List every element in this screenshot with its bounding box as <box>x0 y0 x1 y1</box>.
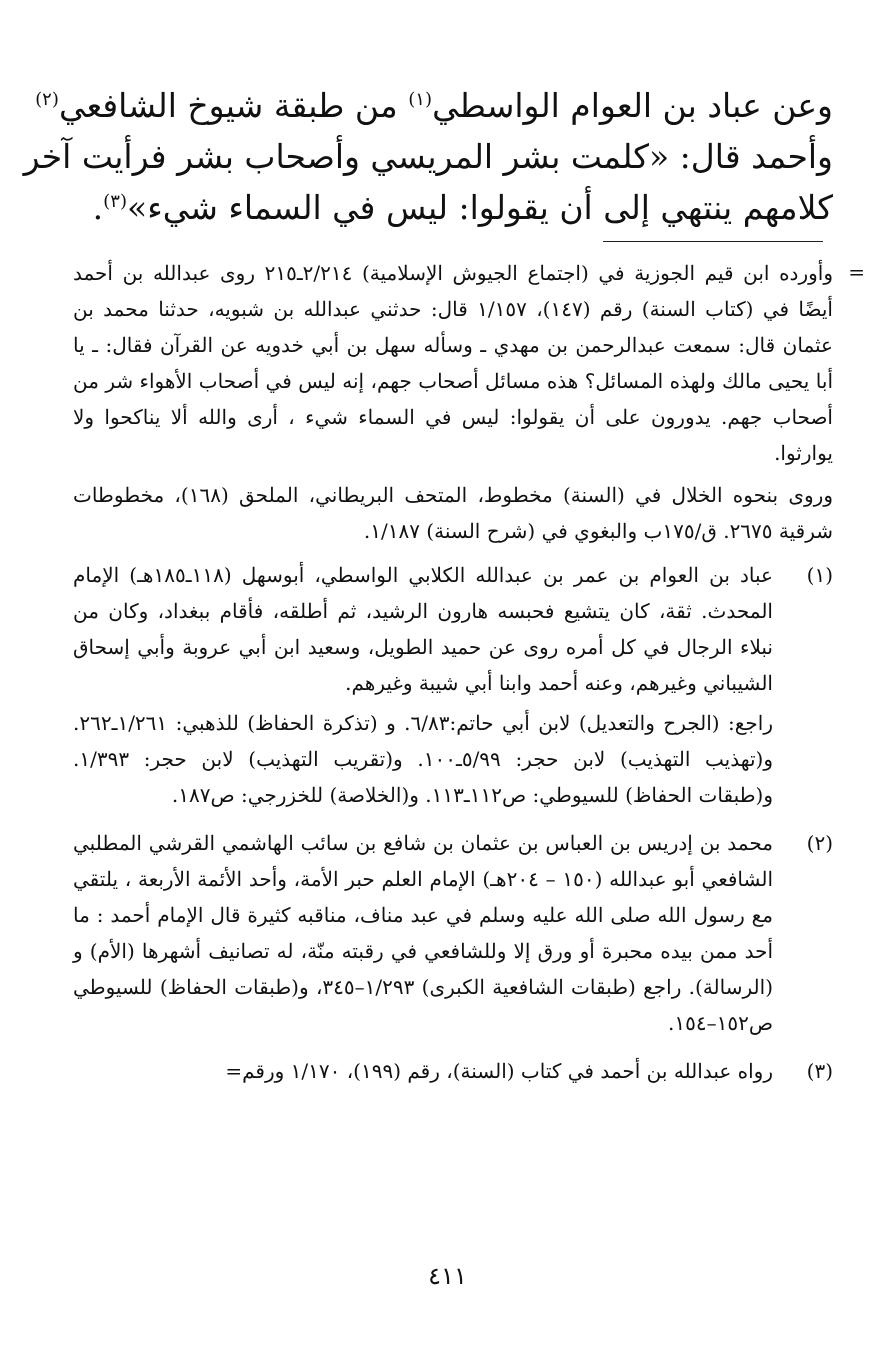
page-number: ٤١١ <box>428 1262 467 1290</box>
footnote-body <box>73 1053 785 1093</box>
main-text <box>23 80 833 233</box>
main-line: وعن عباد بن العوام الواسطي$^{(١)}$ من طبقة شيوخ الشافعي$^{(٢)}$ <box>35 86 833 125</box>
footnote-paragraph: محمد بن إدريس بن العباس بن عثمان بن شافع بن سائب الهاشمي القرشي المطلبي الشافعي أبو عبدالله (١٥٠ – ٢٠٤هـ) الإمام العلم حبر الأمة، وأحد الأئمة الأربعة ، يلتقي مع رسول الله صلى الله عليه وسلم في عبد مناف، مناقبه كثيرة قال الإمام أحمد : ما أحد ممن بيده محبرة أو ورق إلا وللشافعي في رقبته منّة، له تصانيف أشهرها (الأم) و (الرسالة). راجع (طبقات الشافعية الكبرى) ١/٢٩٣–٣٤٥، و(طبقات الحفاظ) للسيوطي ص١٥٢–١٥٤. <box>73 831 774 1035</box>
footnote-number: (٢) <box>806 831 833 855</box>
continuation-marker: = <box>848 260 865 284</box>
footnote-1 <box>73 557 833 817</box>
footnote-paragraph: عباد بن العوام بن عمر بن عبدالله الكلابي الواسطي، أبوسهل (١١٨ـ١٨٥هـ) الإمام المحدث. ثقة، كان يتشيع فحبسه هارون الرشيد، ثم أطلقه، فأقام ببغداد، وكان من نبلاء الرجال في كل أمره روى عن حميد الطويل، وسعيد ابن أبي عروبة وأبي إسحاق الشيباني وغيرهم، وعنه أحمد وابنا أبي شيبة وغيرهم. <box>73 563 773 695</box>
footnote-ref-1[interactable]: (١) <box>408 89 433 110</box>
footnote-paragraph: راجع: (الجرح والتعديل) لابن أبي حاتم:٦/٨٣. و (تذكرة الحفاظ) للذهبي: ١/٢٦١ـ٢٦٢. و(تهذيب التهذيب) لابن حجر: ٥/٩٩ـ١٠٠. و(تقريب التهذيب) لابن حجر: ١/٣٩٣. و(طبقات الحفاظ) للسيوطي: ص١١٢ـ١١٣. و(الخلاصة) للخزرجي: ص١٨٧. <box>73 711 773 807</box>
main-line: كلامهم ينتهي إلى أن يقولوا: ليس في السماء شيء»$^{(٣)}$. <box>92 188 833 227</box>
footnote-3 <box>73 1053 833 1093</box>
continued-footnote-paragraph: وروى بنحوه الخلال في (السنة) مخطوط، المتحف البريطاني، الملحق (١٦٨)، مخطوطات شرقية ٢٦٧٥. ق/١٧٥ب والبغوي في (شرح السنة) ١/١٨٧. <box>73 483 833 543</box>
continued-footnote-paragraph: وأورده ابن قيم الجوزية في (اجتماع الجيوش الإسلامية) ٢/٢١٤ـ٢١٥ روى عبدالله بن أحمد أيضًا في (كتاب السنة) رقم (١٤٧)، ١/١٥٧ قال: حدثني عبدالله بن شبويه، حدثنا محمد بن عثمان قال: سمعت عبدالرحمن بن مهدي ـ وسأله سهل بن أبي خدويه عن القرآن فقال: ـ يا أبا يحيى مالك ولهذه المسائل؟ هذه مسائل أصحاب جهم، إنه ليس في أصحاب الأهواء شر من أصحاب جهم. يدورون على أن يقولوا: ليس في السماء شيء ، أرى والله ألا يناكحوا ولا يوارثوا. <box>73 261 833 465</box>
footnote-number: (١) <box>806 563 833 587</box>
footnote-paragraph: رواه عبدالله بن أحمد في كتاب (السنة)، رقم (١٩٩)، ١/١٧٠ ورقم= <box>225 1059 773 1083</box>
footnote-number: (٣) <box>806 1059 833 1083</box>
footnote-2 <box>73 825 833 1045</box>
footnote-separator <box>603 241 823 242</box>
footnote-ref-2[interactable]: (٢) <box>35 89 59 110</box>
main-line: وأحمد قال: «كلمت بشر المريسي وأصحاب بشر فرأيت آخر <box>23 137 833 176</box>
footnote-ref-3[interactable]: (٣) <box>103 191 128 212</box>
footnotes-area <box>73 255 833 1093</box>
footnote-body <box>73 825 785 1045</box>
footnote-body <box>73 557 785 817</box>
